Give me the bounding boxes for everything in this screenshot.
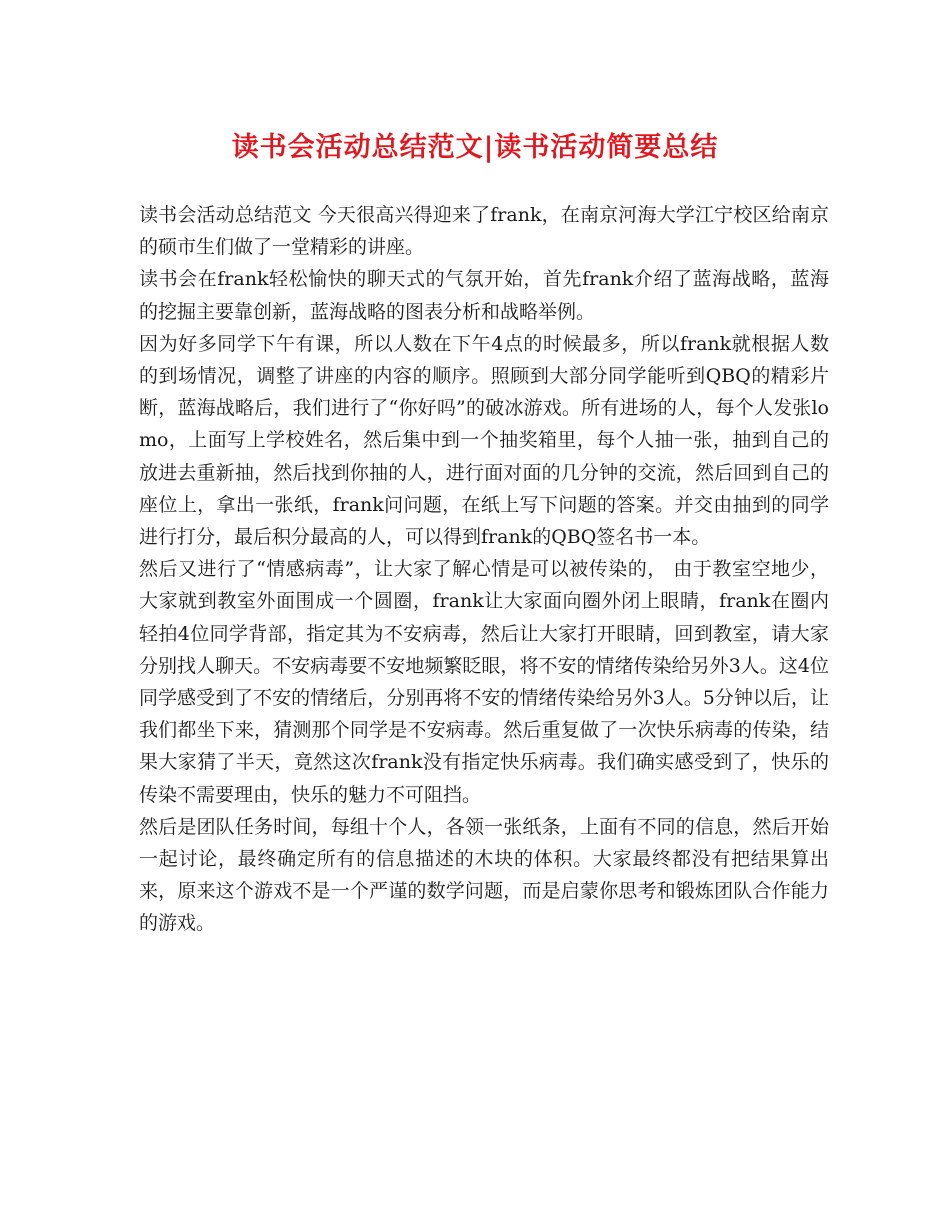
paragraph-1: 读书会活动总结范文 今天很高兴得迎来了frank，在南京河海大学江宁校区给南京的硕市生们做了一堂精彩的讲座。 [139, 204, 829, 259]
document-title: 读书会活动总结范文|读书活动简要总结 [231, 132, 719, 163]
paragraph-4: 然后又进行了“情感病毒”，让大家了解心情是可以被传染的， 由于教室空地少，大家就到教室外面围成一个圆圈，frank让大家面向圈外闭上眼睛，frank在圈内轻拍4位同学背部，指定其为不安病毒，然后让大家打开眼睛，回到教室，请大家分别找人聊天。不安病毒要不安地频繁眨眼，将不安的情绪传染给另外3人。这4位同学感受到了不安的情绪后，分别再将不安的情绪传染给另外3人。5分钟以后，让我们都坐下来，猜测那个同学是不安病毒。然后重复做了一次快乐病毒的传染，结果大家猜了半天，竟然这次frank没有指定快乐病毒。我们确实感受到了，快乐的传染不需要理由，快乐的魅力不可阻挡。 [139, 558, 829, 806]
paragraph-3: 因为好多同学下午有课，所以人数在下午4点的时候最多，所以frank就根据人数的到场情况，调整了讲座的内容的顺序。照顾到大部分同学能听到QBQ的精彩片断，蓝海战略后，我们进行了“你好吗”的破冰游戏。所有进场的人，每个人发张lomo，上面写上学校姓名，然后集中到一个抽奖箱里，每个人抽一张，抽到自己的放进去重新抽，然后找到你抽的人，进行面对面的几分钟的交流，然后回到自己的座位上，拿出一张纸，frank问问题，在纸上写下问题的答案。并交由抽到的同学进行打分，最后积分最高的人，可以得到frank的QBQ签名书一本。 [139, 332, 829, 549]
paragraph-5: 然后是团队任务时间，每组十个人，各领一张纸条，上面有不同的信息，然后开始一起讨论，最终确定所有的信息描述的木块的体积。大家最终都没有把结果算出来，原来这个游戏不是一个严谨的数学问题，而是启蒙你思考和锻炼团队合作能力的游戏。 [139, 815, 829, 935]
document-body [139, 199, 829, 940]
paragraph-2: 读书会在frank轻松愉快的聊天式的气氛开始，首先frank介绍了蓝海战略，蓝海的挖掘主要靠创新，蓝海战略的图表分析和战略举例。 [139, 268, 829, 323]
